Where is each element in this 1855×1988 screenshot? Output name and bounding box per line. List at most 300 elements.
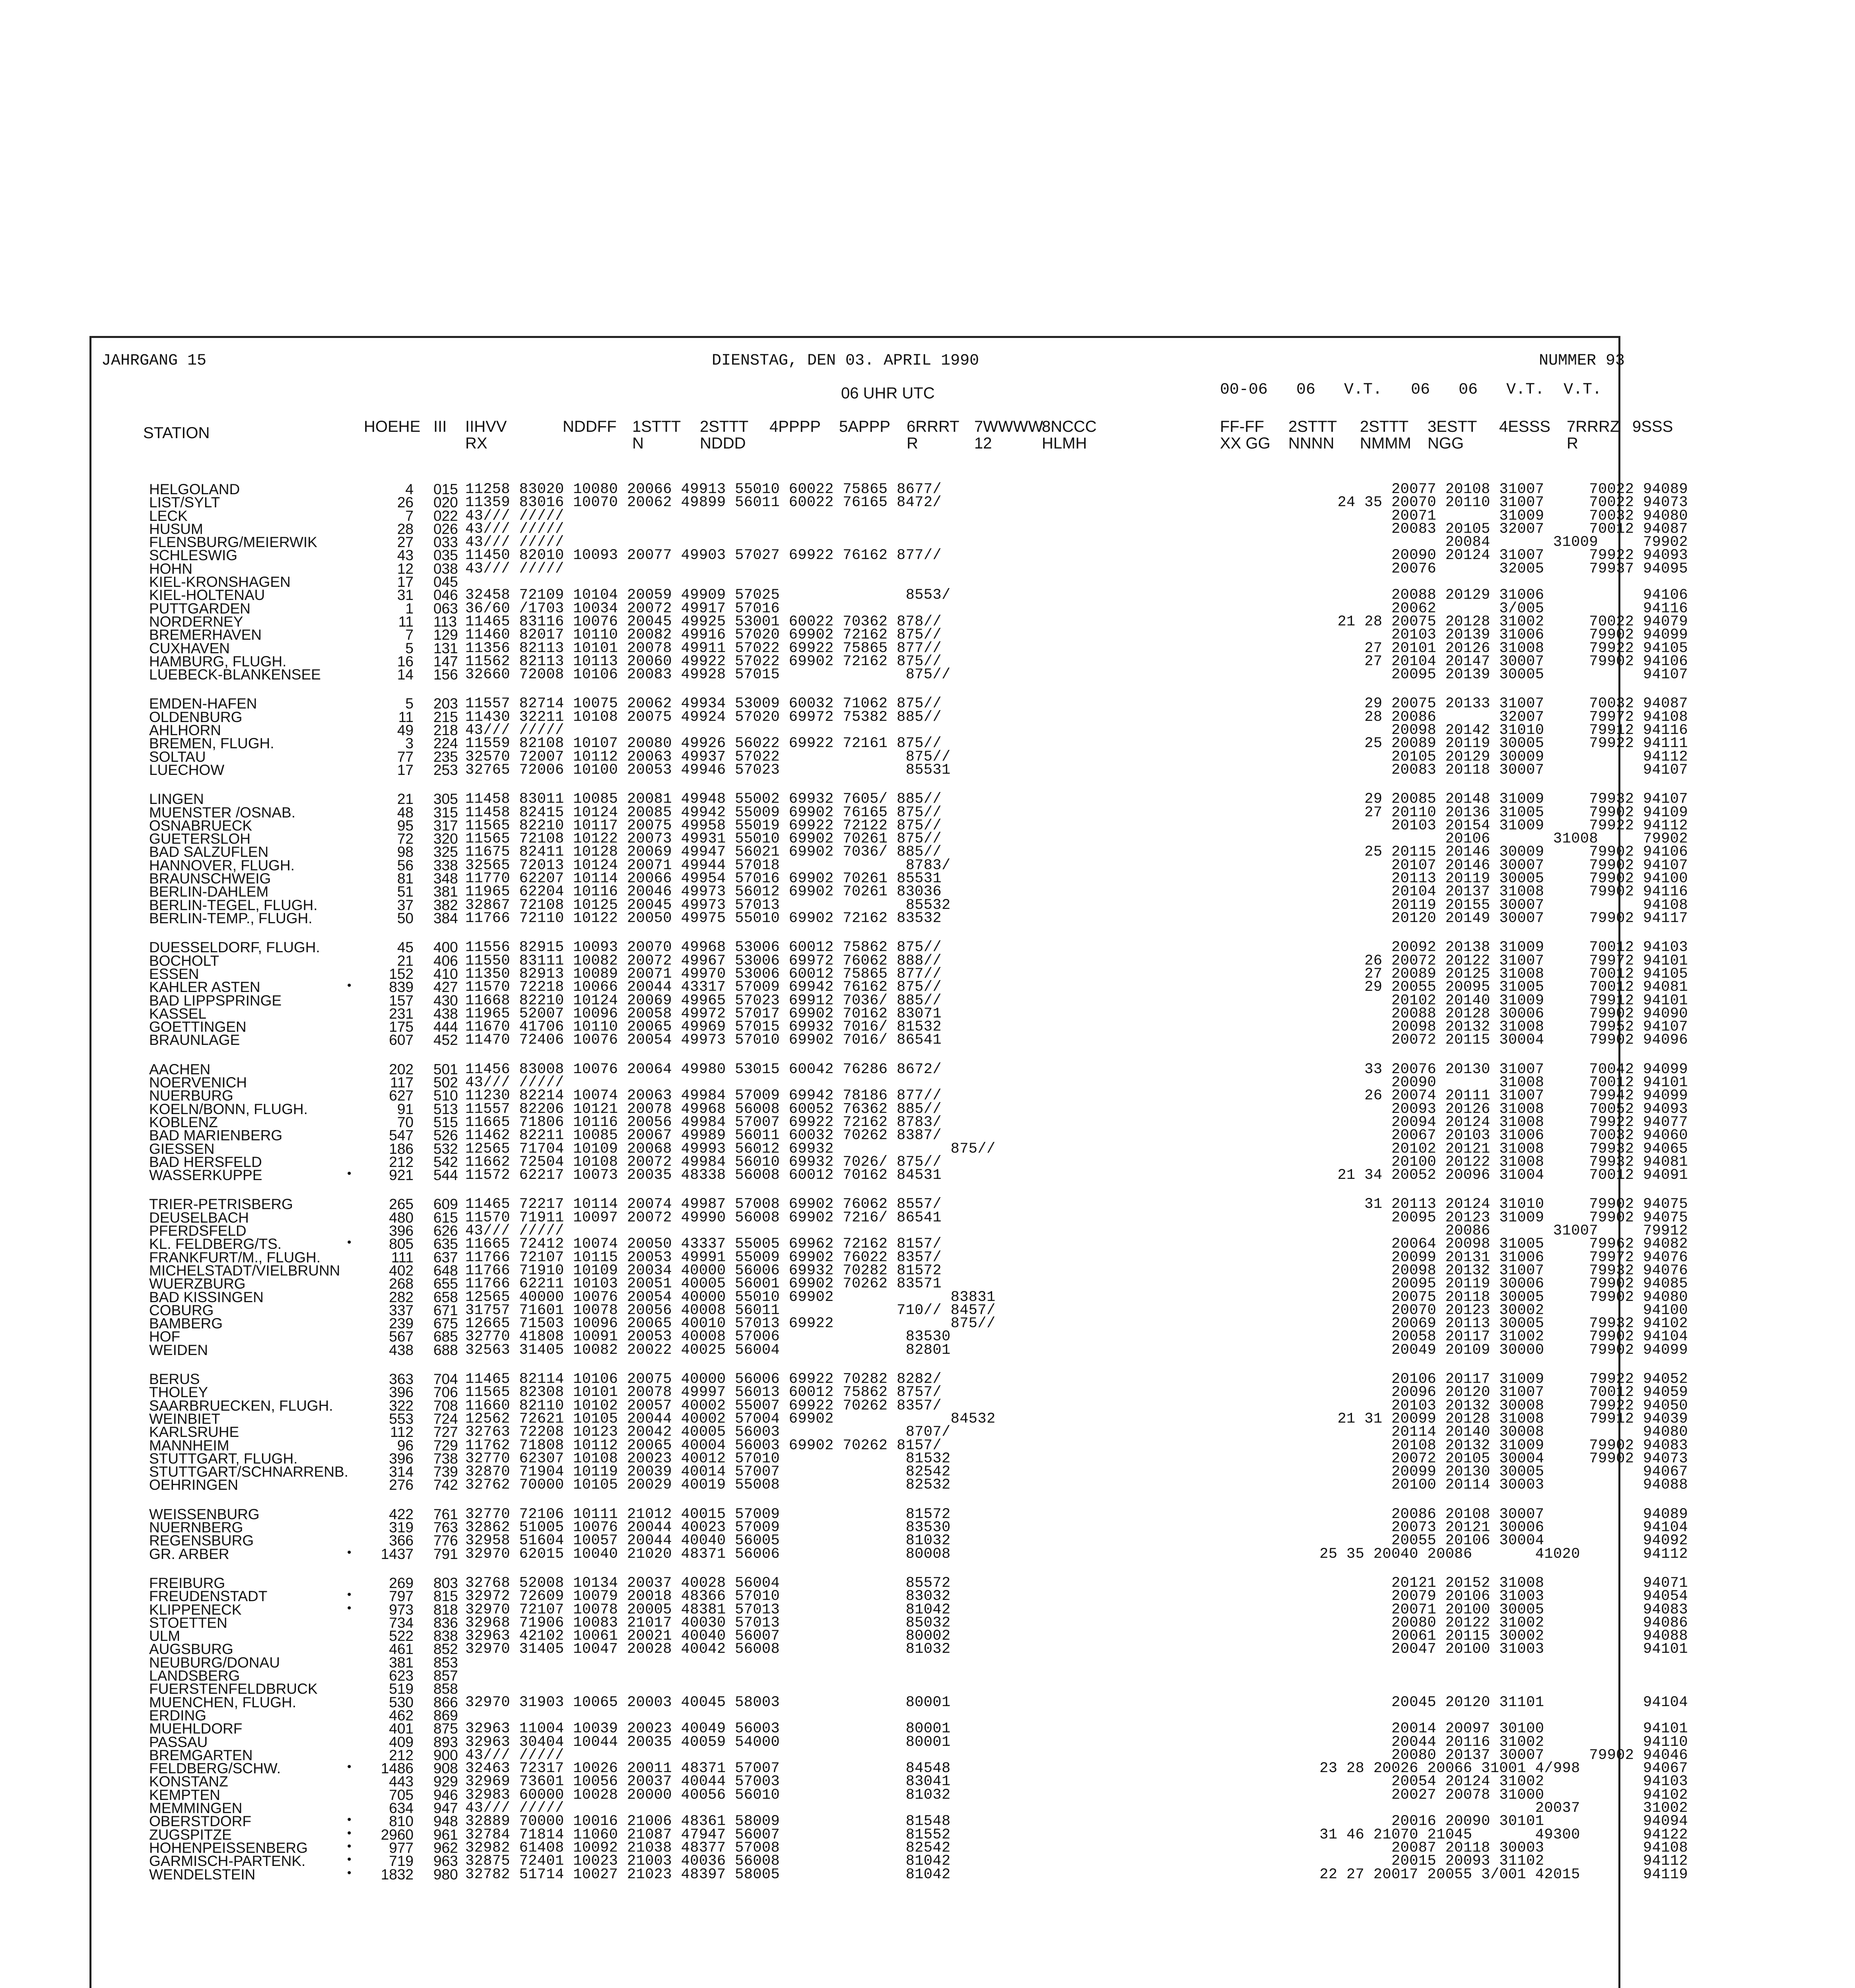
- station-index: 626: [433, 1223, 458, 1239]
- column-header: 9SSS: [1632, 418, 1673, 435]
- station-height: 21: [397, 791, 414, 807]
- supplementary-groups: 20084 31009 79902: [1445, 534, 1688, 551]
- station-name: NUERNBERG: [149, 1519, 243, 1536]
- synop-groups: 11465 82114 10106 20075 40000 56006 69922 70282 8282/: [465, 1371, 942, 1388]
- station-index: 929: [433, 1773, 458, 1790]
- station-index: 305: [433, 791, 458, 807]
- station-index: 129: [433, 627, 458, 643]
- mountain-station-marker: •: [347, 1760, 352, 1773]
- supplementary-groups: 25 20115 20146 30009 79902 94106: [1364, 844, 1688, 860]
- station-height: 973: [389, 1602, 414, 1618]
- supplementary-groups: 20090 20124 31007 79922 94093: [1391, 547, 1688, 564]
- station-name: LIST/SYLT: [149, 494, 220, 511]
- station-height: 547: [389, 1127, 414, 1143]
- station-name: CUXHAVEN: [149, 640, 230, 656]
- supplementary-groups: 20086 31007 79912: [1445, 1223, 1688, 1239]
- supplementary-groups: 20114 20140 30008 94080: [1391, 1424, 1688, 1441]
- synop-groups: 32963 11004 10039 20023 40049 56003 80001: [465, 1720, 951, 1737]
- station-index: 908: [433, 1760, 458, 1776]
- station-name: FREUDENSTADT: [149, 1588, 268, 1604]
- supplementary-groups: 20107 20146 30007 79902 94107: [1391, 857, 1688, 874]
- synop-groups: 11572 62217 10073 20035 48338 56008 60012 70162 84531: [465, 1167, 942, 1184]
- supplementary-groups: 20077 20108 31007 70022 94089: [1391, 481, 1688, 498]
- synop-groups: 32563 31405 10082 20022 40025 56004 82801: [465, 1342, 951, 1359]
- station-name: AUGSBURG: [149, 1641, 233, 1657]
- synop-groups: 43/// /////: [465, 1223, 564, 1239]
- supplementary-groups: 20119 20155 30007 94108: [1391, 897, 1688, 914]
- synop-groups: 32970 31405 10047 20028 40042 56008 81032: [465, 1641, 951, 1658]
- synop-groups: 32870 71904 10119 20039 40014 57007 82542: [465, 1464, 951, 1480]
- station-height: 719: [389, 1853, 414, 1869]
- synop-groups: 36/60 /1703 10034 20072 49917 57016: [465, 600, 780, 617]
- station-height: 1437: [381, 1546, 414, 1562]
- station-index: 430: [433, 992, 458, 1009]
- station-name: HOHN: [149, 561, 192, 577]
- synop-groups: 32970 62015 10040 21020 48371 56006 80008: [465, 1546, 951, 1563]
- station-name: GUETERSLOH: [149, 831, 251, 847]
- synop-groups: 11557 82714 10075 20062 49934 53009 60032 71062 875//: [465, 695, 942, 712]
- station-height: 117: [390, 1074, 414, 1091]
- synop-groups: 11450 82010 10093 20077 49903 57027 69922 76162 877//: [465, 547, 942, 564]
- column-header: III: [433, 418, 447, 435]
- synop-groups: 11762 71808 10112 20065 40004 56003 69902 70262 8157/: [465, 1437, 942, 1454]
- station-index: 727: [433, 1424, 458, 1440]
- station-name: ERDING: [149, 1707, 206, 1724]
- station-index: 609: [433, 1196, 458, 1212]
- station-name: FELDBERG/SCHW.: [149, 1760, 281, 1776]
- station-index: 224: [433, 735, 458, 751]
- synop-groups: 11356 82113 10101 20078 49911 57022 69922 75865 877//: [465, 640, 942, 657]
- station-height: 396: [389, 1450, 414, 1467]
- synop-groups: 11670 41706 10110 20065 49969 57015 69932 7016/ 81532: [465, 1019, 942, 1035]
- station-name: MEMMINGEN: [149, 1800, 243, 1816]
- supplementary-groups: 20093 20126 31008 70052 94093: [1391, 1101, 1688, 1118]
- station-height: 1: [405, 600, 414, 617]
- station-height: 48: [397, 804, 414, 821]
- station-index: 729: [433, 1437, 458, 1454]
- station-height: 519: [389, 1681, 414, 1697]
- synop-groups: 11665 71806 10116 20056 49984 57007 69922 72162 8783/: [465, 1114, 942, 1131]
- synop-groups: 32770 41808 10091 20053 40008 57006 83530: [465, 1328, 951, 1345]
- mountain-station-marker: •: [347, 979, 352, 992]
- supplementary-groups: 20094 20124 31008 79922 94077: [1391, 1114, 1688, 1131]
- station-index: 410: [433, 966, 458, 982]
- supplementary-groups: 20075 20118 30005 79902 94080: [1391, 1289, 1688, 1306]
- station-name: NUERBURG: [149, 1087, 233, 1104]
- station-name: HUSUM: [149, 521, 203, 537]
- station-height: 81: [397, 870, 414, 887]
- station-height: 276: [389, 1477, 414, 1493]
- supplementary-groups: 26 20072 20122 31007 79972 94101: [1364, 953, 1688, 969]
- column-header: 2STTT NNNN: [1288, 418, 1337, 452]
- station-name: KEMPTEN: [149, 1787, 220, 1803]
- supplementary-groups: 33 20076 20130 31007 70042 94099: [1364, 1061, 1688, 1078]
- station-name: REGENSBURG: [149, 1532, 254, 1549]
- supplementary-groups: 20088 20128 30006 79902 94090: [1391, 1006, 1688, 1022]
- station-index: 384: [433, 910, 458, 926]
- synop-groups: 32763 72208 10123 20042 40005 56003 8707/: [465, 1424, 951, 1441]
- supplementary-groups: 20096 20120 31007 70012 94059: [1391, 1384, 1688, 1401]
- synop-groups: 32982 61408 10092 21038 48377 57008 82542: [465, 1840, 951, 1856]
- supplementary-groups: 20098 20142 31010 79912 94116: [1391, 722, 1688, 739]
- station-height: 231: [389, 1006, 414, 1022]
- supplementary-groups: 20071 20100 30005 94083: [1391, 1602, 1688, 1618]
- synop-groups: 32867 72108 10125 20045 49973 57013 85532: [465, 897, 951, 914]
- station-index: 544: [433, 1167, 458, 1183]
- supplementary-groups: 20073 20121 30006 94104: [1391, 1519, 1688, 1536]
- station-name: FREIBURG: [149, 1575, 225, 1591]
- station-name: KIEL-KRONSHAGEN: [149, 574, 291, 590]
- station-name: KONSTANZ: [149, 1773, 228, 1790]
- station-name: OBERSTDORF: [149, 1813, 251, 1829]
- supplementary-groups: 20014 20097 30100 94101: [1391, 1720, 1688, 1737]
- synop-groups: 31757 71601 10078 20056 40008 56011 710// 8457/: [465, 1302, 996, 1319]
- synop-groups: 32463 72317 10026 20011 48371 57007 84548: [465, 1760, 951, 1777]
- station-name: KIEL-HOLTENAU: [149, 587, 265, 603]
- station-index: 501: [433, 1061, 458, 1077]
- station-name: AHLHORN: [149, 722, 221, 738]
- supplementary-groups: 21 34 20052 20096 31004 70012 94091: [1337, 1167, 1688, 1184]
- station-index: 658: [433, 1289, 458, 1305]
- station-height: 186: [389, 1141, 414, 1157]
- supplementary-groups: 20100 20122 31008 79932 94081: [1391, 1154, 1688, 1171]
- supplementary-groups: 20098 20132 31007 79932 94076: [1391, 1262, 1688, 1279]
- station-height: 4: [405, 481, 414, 497]
- station-index: 218: [433, 722, 458, 738]
- synop-groups: 11230 82214 10074 20063 49984 57009 69942 78186 877//: [465, 1087, 942, 1104]
- station-height: 7: [405, 627, 414, 643]
- station-height: 98: [397, 844, 414, 860]
- supplementary-groups: 20099 20130 30005 94067: [1391, 1464, 1688, 1480]
- supplementary-groups: 20090 31008 70012 94101: [1391, 1074, 1688, 1091]
- station-height: 11: [398, 613, 414, 630]
- station-index: 542: [433, 1154, 458, 1170]
- supplementary-groups: 20071 31009 70032 94080: [1391, 508, 1688, 524]
- station-name: KASSEL: [149, 1006, 206, 1022]
- supplementary-groups: 20086 20108 30007 94089: [1391, 1506, 1688, 1523]
- station-height: 921: [389, 1167, 414, 1183]
- station-name: MUENCHEN, FLUGH.: [149, 1694, 297, 1710]
- synop-groups: 32570 72007 10112 20063 49937 57022 875//: [465, 749, 951, 765]
- synop-groups: 32762 70000 10105 20029 40019 55008 82532: [465, 1477, 951, 1493]
- jahrgang-label: JAHRGANG 15: [101, 352, 207, 370]
- mountain-station-marker: •: [347, 1588, 352, 1601]
- column-header: NDDFF: [563, 418, 617, 435]
- supplementary-groups: 20076 32005 79937 94095: [1391, 561, 1688, 577]
- station-height: 96: [397, 1437, 414, 1454]
- supplementary-groups: 20047 20100 31003 94101: [1391, 1641, 1688, 1658]
- station-name: FUERSTENFELDBRUCK: [149, 1681, 318, 1697]
- synop-groups: 32875 72401 10023 21003 40036 56008 81042: [465, 1853, 951, 1870]
- station-height: 95: [397, 817, 414, 834]
- station-name: LUECHOW: [149, 762, 225, 778]
- station-name: WEIDEN: [149, 1342, 208, 1358]
- station-index: 020: [433, 494, 458, 511]
- synop-groups: 11458 83011 10085 20081 49948 55002 69932 7605/ 885//: [465, 791, 942, 808]
- supplementary-groups: 20072 20105 30004 79902 94073: [1391, 1450, 1688, 1467]
- station-index: 203: [433, 695, 458, 712]
- station-name: LINGEN: [149, 791, 204, 807]
- station-index: 113: [433, 613, 457, 630]
- station-index: 038: [433, 561, 458, 577]
- station-index: 063: [433, 600, 458, 617]
- station-height: 319: [389, 1519, 414, 1536]
- synop-groups: 32782 51714 10027 21023 48397 58005 81042: [465, 1866, 951, 1883]
- station-index: 033: [433, 534, 458, 550]
- station-name: EMDEN-HAFEN: [149, 695, 257, 712]
- supplementary-groups: 20106 31008 79902: [1445, 831, 1688, 847]
- synop-groups: 12565 71704 10109 20068 49993 56012 69932 875//: [465, 1141, 996, 1157]
- station-name: NORDERNEY: [149, 613, 243, 630]
- station-name: BAMBERG: [149, 1315, 223, 1332]
- station-name: WEISSENBURG: [149, 1506, 260, 1522]
- station-height: 5: [405, 640, 414, 656]
- station-index: 438: [433, 1006, 458, 1022]
- supplementary-groups: 23 28 20026 20066 31001 4/998 94067: [1319, 1760, 1688, 1777]
- supplementary-groups: 20113 20119 30005 79902 94100: [1391, 870, 1688, 887]
- synop-groups: 11565 72108 10122 20073 49931 55010 69902 70261 875//: [465, 831, 942, 847]
- station-index: 502: [433, 1074, 458, 1091]
- station-index: 875: [433, 1720, 458, 1737]
- station-name: THOLEY: [149, 1384, 208, 1400]
- station-index: 382: [433, 897, 458, 913]
- station-index: 015: [433, 481, 458, 497]
- synop-groups: 43/// /////: [465, 534, 564, 551]
- synop-groups: 11665 72412 10074 20050 43337 55005 69962 72162 8157/: [465, 1236, 942, 1252]
- station-index: 317: [433, 817, 458, 834]
- station-height: 77: [397, 749, 414, 765]
- column-header: IIHVV RX: [465, 418, 507, 452]
- station-height: 480: [389, 1209, 414, 1226]
- station-name: ESSEN: [149, 966, 199, 982]
- station-height: 11: [398, 709, 414, 725]
- station-name: OSNABRUECK: [149, 817, 253, 834]
- station-name: HELGOLAND: [149, 481, 240, 497]
- station-height: 363: [389, 1371, 414, 1387]
- synop-groups: 11470 72406 10076 20054 49973 57010 69902 7016/ 86541: [465, 1032, 942, 1048]
- supplementary-groups: 20069 20113 30005 79932 94102: [1391, 1315, 1688, 1332]
- station-index: 671: [433, 1302, 458, 1318]
- supplementary-groups: 21 31 20099 20128 31008 79912 94039: [1337, 1411, 1688, 1427]
- station-index: 763: [433, 1519, 458, 1536]
- synop-groups: 11562 82113 10113 20060 49922 57022 69902 72162 875//: [465, 653, 942, 670]
- station-index: 515: [433, 1114, 458, 1130]
- station-height: 337: [389, 1302, 414, 1318]
- station-index: 147: [433, 653, 458, 670]
- right-group-header: 00-06 06 V.T. 06 06 V.T. V.T.: [1220, 381, 1602, 399]
- station-name: LUEBECK-BLANKENSEE: [149, 666, 321, 683]
- synop-groups: 12562 72621 10105 20044 40002 57004 69902 84532: [465, 1411, 996, 1427]
- station-index: 946: [433, 1787, 458, 1803]
- station-index: 815: [433, 1588, 458, 1604]
- station-name: GIESSEN: [149, 1141, 215, 1157]
- synop-groups: 11668 82210 10124 20069 49965 57023 69912 7036/ 885//: [465, 992, 942, 1009]
- synop-groups: 11965 52007 10096 20058 49972 57017 69902 70162 83071: [465, 1006, 942, 1022]
- station-height: 152: [389, 966, 414, 982]
- synop-groups: 11559 82108 10107 20080 49926 56022 69922 72161 875//: [465, 735, 942, 752]
- station-index: 648: [433, 1262, 458, 1279]
- supplementary-groups: 20104 20137 31008 79902 94116: [1391, 883, 1688, 900]
- station-name: SCHLESWIG: [149, 547, 238, 563]
- synop-groups: 11766 62211 10103 20051 40005 56001 69902 70262 83571: [465, 1276, 942, 1292]
- station-height: 366: [389, 1532, 414, 1549]
- synop-groups: 11770 62207 10114 20066 49954 57016 69902 70261 85531: [465, 870, 942, 887]
- station-name: HOHENPEISSENBERG: [149, 1840, 308, 1856]
- station-name: BREMEN, FLUGH.: [149, 735, 274, 751]
- synop-groups: 11766 71910 10109 20034 40000 56006 69932 70282 81572: [465, 1262, 942, 1279]
- synop-groups: 32784 71814 11060 21087 47947 56007 81552: [465, 1827, 951, 1843]
- station-name: KAHLER ASTEN: [149, 979, 260, 995]
- station-index: 739: [433, 1464, 458, 1480]
- station-index: 253: [433, 762, 458, 778]
- supplementary-groups: 29 20085 20148 31009 79932 94107: [1364, 791, 1688, 808]
- station-index: 704: [433, 1371, 458, 1387]
- station-height: 202: [389, 1061, 414, 1077]
- station-height: 45: [397, 939, 414, 955]
- station-height: 409: [389, 1734, 414, 1750]
- station-name: HOF: [149, 1328, 181, 1345]
- station-name: OEHRINGEN: [149, 1477, 239, 1493]
- supplementary-groups: 20083 20118 30007 94107: [1391, 762, 1688, 779]
- station-name: LECK: [149, 508, 188, 524]
- station-name: KARLSRUHE: [149, 1424, 239, 1440]
- column-header: 4ESSS: [1499, 418, 1550, 435]
- issue-date: DIENSTAG, DEN 03. APRIL 1990: [712, 352, 979, 370]
- supplementary-groups: 20079 20106 31003 94054: [1391, 1588, 1688, 1605]
- synop-groups: 11462 82211 10085 20067 49989 56011 60032 70262 8387/: [465, 1127, 942, 1144]
- issue-number: NUMMER 93: [1539, 352, 1625, 370]
- station-index: 853: [433, 1654, 458, 1671]
- station-name: MUEHLDORF: [149, 1720, 243, 1737]
- supplementary-groups: 27 20089 20125 31008 70012 94105: [1364, 966, 1688, 982]
- station-index: 444: [433, 1019, 458, 1035]
- station-height: 5: [405, 695, 414, 712]
- supplementary-groups: 25 35 20040 20086 41020 94112: [1319, 1546, 1688, 1563]
- station-name: WASSERKUPPE: [149, 1167, 262, 1183]
- station-name: BREMERHAVEN: [149, 627, 262, 643]
- station-name: STUTTGART, FLUGH.: [149, 1450, 298, 1467]
- station-name: PASSAU: [149, 1734, 208, 1750]
- station-height: 27: [397, 534, 414, 550]
- station-name: PUTTGARDEN: [149, 600, 251, 617]
- station-height: 977: [389, 1840, 414, 1856]
- column-header: 7RRRZ R: [1567, 418, 1620, 452]
- station-height: 37: [397, 897, 414, 913]
- station-height: 7: [405, 508, 414, 524]
- synop-groups: 32969 73601 10056 20037 40044 57003 83041: [465, 1773, 951, 1790]
- synop-groups: 32770 62307 10108 20023 40012 57010 81532: [465, 1450, 951, 1467]
- station-name: HANNOVER, FLUGH.: [149, 857, 295, 874]
- station-index: 338: [433, 857, 458, 874]
- supplementary-groups: 20099 20131 31006 79972 94076: [1391, 1249, 1688, 1266]
- station-name: KL. FELDBERG/TS.: [149, 1236, 282, 1252]
- station-height: 28: [397, 521, 414, 537]
- supplementary-groups: 20064 20098 31005 79962 94082: [1391, 1236, 1688, 1252]
- supplementary-groups: 20088 20129 31006 94106: [1391, 587, 1688, 604]
- supplementary-groups: 20080 20137 30007 79902 94046: [1391, 1747, 1688, 1764]
- mountain-station-marker: •: [347, 1813, 352, 1826]
- station-index: 791: [433, 1546, 458, 1562]
- station-name: BAD MARIENBERG: [149, 1127, 283, 1143]
- station-index: 724: [433, 1411, 458, 1427]
- station-height: 805: [389, 1236, 414, 1252]
- station-name: ULM: [149, 1628, 181, 1644]
- station-index: 688: [433, 1342, 458, 1358]
- synop-groups: 11570 72218 10066 20044 43317 57009 69942 76162 875//: [465, 979, 942, 996]
- synop-groups: 32968 71906 10083 21017 40030 57013 85032: [465, 1615, 951, 1631]
- supplementary-groups: 20016 20090 30101 94094: [1391, 1813, 1688, 1830]
- station-height: 21: [397, 953, 414, 969]
- station-index: 893: [433, 1734, 458, 1750]
- synop-groups: 11565 82210 10117 20075 49958 55019 69922 72122 875//: [465, 817, 942, 834]
- station-name: BOCHOLT: [149, 953, 219, 969]
- station-index: 348: [433, 870, 458, 887]
- station-name: SAARBRUECKEN, FLUGH.: [149, 1398, 333, 1414]
- station-index: 513: [433, 1101, 458, 1117]
- synop-groups: 11565 82308 10101 20078 49997 56013 60012 75862 8757/: [465, 1384, 942, 1401]
- station-height: 239: [389, 1315, 414, 1332]
- station-height: 402: [389, 1262, 414, 1279]
- supplementary-groups: 31 20113 20124 31010 79902 94075: [1364, 1196, 1688, 1213]
- supplementary-groups: 20067 20103 31006 70032 94060: [1391, 1127, 1688, 1144]
- station-height: 72: [397, 831, 414, 847]
- synop-groups: 12665 71503 10096 20065 40010 57013 69922 875//: [465, 1315, 996, 1332]
- station-height: 623: [389, 1668, 414, 1684]
- supplementary-groups: 27 20104 20147 30007 79902 94106: [1364, 653, 1688, 670]
- station-height: 607: [389, 1032, 414, 1048]
- station-name: MUENSTER /OSNAB.: [149, 804, 295, 821]
- station-height: 522: [389, 1628, 414, 1644]
- station-index: 637: [433, 1249, 458, 1266]
- station-name: ZUGSPITZE: [149, 1827, 232, 1843]
- station-name: GARMISCH-PARTENK.: [149, 1853, 306, 1869]
- station-index: 215: [433, 709, 458, 725]
- synop-groups: 43/// /////: [465, 521, 564, 538]
- station-height: 70: [397, 1114, 414, 1130]
- synop-groups: 32963 42102 10061 20021 40040 56007 80002: [465, 1628, 951, 1644]
- station-index: 852: [433, 1641, 458, 1657]
- synop-groups: 11350 82913 10089 20071 49970 53006 60012 75865 877//: [465, 966, 942, 982]
- synop-groups: 32660 72008 10106 20083 49928 57015 875//: [465, 666, 951, 683]
- synop-groups: 32770 72106 10111 21012 40015 57009 81572: [465, 1506, 951, 1523]
- synop-groups: 11430 32211 10108 20075 49924 57020 69972 75382 885//: [465, 709, 942, 726]
- supplementary-groups: 20055 20106 30004 94092: [1391, 1532, 1688, 1549]
- station-index: 615: [433, 1209, 458, 1226]
- station-name: BAD SALZUFLEN: [149, 844, 269, 860]
- station-index: 045: [433, 574, 458, 590]
- station-index: 742: [433, 1477, 458, 1493]
- station-name: HAMBURG, FLUGH.: [149, 653, 287, 670]
- supplementary-groups: 20070 20123 30002 94100: [1391, 1302, 1688, 1319]
- column-header: 3ESTT NGG: [1428, 418, 1477, 452]
- station-index: 869: [433, 1707, 458, 1724]
- station-height: 322: [389, 1398, 414, 1414]
- station-height: 111: [391, 1249, 414, 1266]
- station-name: TRIER-PETRISBERG: [149, 1196, 293, 1212]
- station-index: 706: [433, 1384, 458, 1400]
- mountain-station-marker: •: [347, 1236, 352, 1249]
- supplementary-groups: 27 20101 20126 31008 79922 94105: [1364, 640, 1688, 657]
- station-height: 381: [389, 1654, 414, 1671]
- synop-groups: 11675 82411 10128 20069 49947 56021 69902 7036/ 885//: [465, 844, 942, 860]
- station-height: 17: [397, 574, 414, 590]
- station-name: STUTTGART/SCHNARRENB.: [149, 1464, 348, 1480]
- station-name: OLDENBURG: [149, 709, 243, 725]
- supplementary-groups: 25 20089 20119 30005 79922 94111: [1364, 735, 1688, 752]
- synop-groups: 32862 51005 10076 20044 40023 57009 83530: [465, 1519, 951, 1536]
- supplementary-groups: 22 27 20017 20055 3/001 42015 94119: [1319, 1866, 1688, 1883]
- station-height: 1832: [381, 1866, 414, 1883]
